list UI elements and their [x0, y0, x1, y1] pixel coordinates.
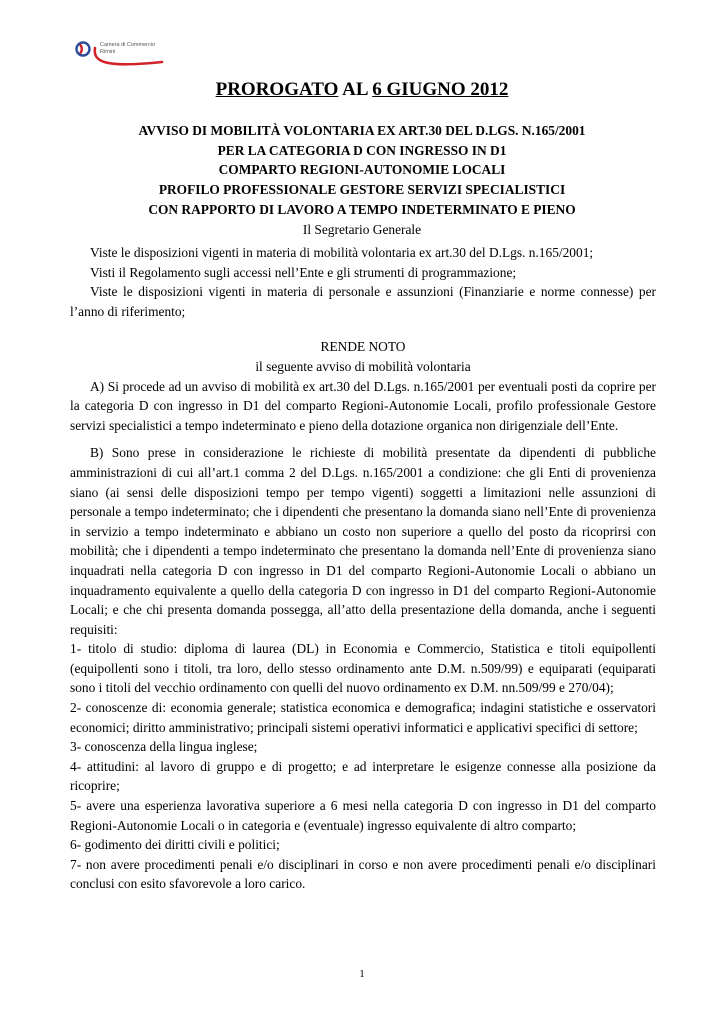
rende-noto-heading: RENDE NOTO	[320, 339, 406, 355]
signatory-heading: Il Segretario Generale	[302, 222, 422, 237]
heading-line: COMPARTO REGIONI-AUTONOMIE LOCALI	[218, 162, 506, 178]
logo-text	[100, 42, 155, 55]
notice-heading	[60, 121, 664, 220]
requirement-item: 6- godimento dei diritti civili e politici;	[70, 837, 280, 853]
logo-line-1: Camera di Commercio	[100, 42, 156, 48]
paragraph-a: A) Si procede ad un avviso di mobilità ex art.30 del D.Lgs. n.165/2001 per eventuali posti da coprire per la categoria D con ingresso in D1 del comparto Regioni-Autonomie Locali, profilo professionale Gestore servizi specialistici a tempo indeterminato e pieno della dotazione organica non dirigenziale dell’Ente.	[70, 378, 656, 433]
heading-line: PROFILO PROFESSIONALE GESTORE SERVIZI SPECIALISTICI	[158, 182, 566, 198]
page-number: 1	[359, 968, 365, 980]
paragraph-b: B) Sono prese in considerazione le richieste di mobilità presentate da dipendenti di pubbliche amministrazioni di cui all’art.1 comma 2 del D.Lgs. n.165/2001 a condizione: che gli Enti di provenienza siano (ai sensi delle disposizioni tempo per tempo vigenti) soggetti a limitazioni nelle assunzioni di personale a tempo indeterminato; che i dipendenti che presentano la domanda siano nell’Ente di provenienza in servizio a tempo indeterminato e abbiano un costo non superiore a quello del posto da ricoprirsi con mobilità; che i dipendenti a tempo indeterminato che presentano la domanda nell’Ente di provenienza siano inquadrati nella categoria D con ingresso in D1 del comparto Regioni-Autonomie Locali o abbiano un inquadramento equivalente a quello della categoria D con ingresso in D1 del comparto Regioni-Autonomie Locali; e che chi presenta domanda possegga, all’atto della presentazione della domanda, anche i seguenti requisiti:	[70, 445, 656, 637]
requirement-item: 5- avere una esperienza lavorativa superiore a 6 mesi nella categoria D con ingresso in D1 del comparto Regioni-Autonomie Locali o in categoria e (eventuale) ingresso equivalente di altro comparto;	[70, 798, 656, 833]
title-date: 6 GIUGNO 2012	[372, 79, 509, 100]
requirement-item: 4- attitudini: al lavoro di gruppo e di progetto; e ad interpretare le esigenze connesse alla posizione da ricoprire;	[70, 758, 656, 794]
rende-noto-subheading: il seguente avviso di mobilità volontaria	[255, 358, 471, 374]
title-al: AL	[338, 79, 373, 100]
consideration-paragraph: Viste le disposizioni vigenti in materia di mobilità volontaria ex art.30 del D.Lgs. n.165/2001;	[90, 245, 594, 260]
consideration-paragraph: Viste le disposizioni vigenti in materia di personale e assunzioni (Finanziarie e norme connesse) per l’anno di riferimento;	[70, 284, 656, 319]
requirement-item: 7- non avere procedimenti penali e/o disciplinari in corso e non avere procedimenti penali e/o disciplinari conclusi con esito sfavorevole a loro carico.	[70, 856, 656, 892]
page-title	[0, 78, 724, 102]
document-body	[70, 243, 656, 894]
heading-line: PER LA CATEGORIA D CON INGRESSO IN D1	[217, 142, 507, 158]
title-prorogato: PROROGATO	[215, 79, 339, 100]
consideration-paragraph: Visti il Regolamento sugli accessi nell’Ente e gli strumenti di programmazione;	[90, 264, 517, 280]
heading-line: CON RAPPORTO DI LAVORO A TEMPO INDETERMINATO E PIENO	[148, 201, 576, 217]
chamber-logo	[74, 40, 164, 76]
requirement-item: 2- conoscenze di: economia generale; statistica economica e demografica; indagini statistiche e osservatori economici; diritto amministrativo; principali sistemi operativi informatici e applicativi specifici di settore;	[70, 700, 656, 735]
requirement-item: 3- conoscenza della lingua inglese;	[70, 739, 258, 755]
logo-line-2: Rimini	[100, 48, 116, 55]
requirement-item: 1- titolo di studio: diploma di laurea (DL) in Economia e Commercio, Statistica e titoli equipollenti (equipollenti sono i titoli, tra loro, dello stesso ordinamento ante D.M. n.509/99) e equiparati (equiparati sono i titoli del vecchio ordinamento con quelli del nuovo ordinamento ex D.M. nn.509/99 e 270/04);	[70, 641, 656, 696]
heading-line: AVVISO DI MOBILITÀ VOLONTARIA EX ART.30 DEL D.LGS. N.165/2001	[138, 123, 586, 138]
